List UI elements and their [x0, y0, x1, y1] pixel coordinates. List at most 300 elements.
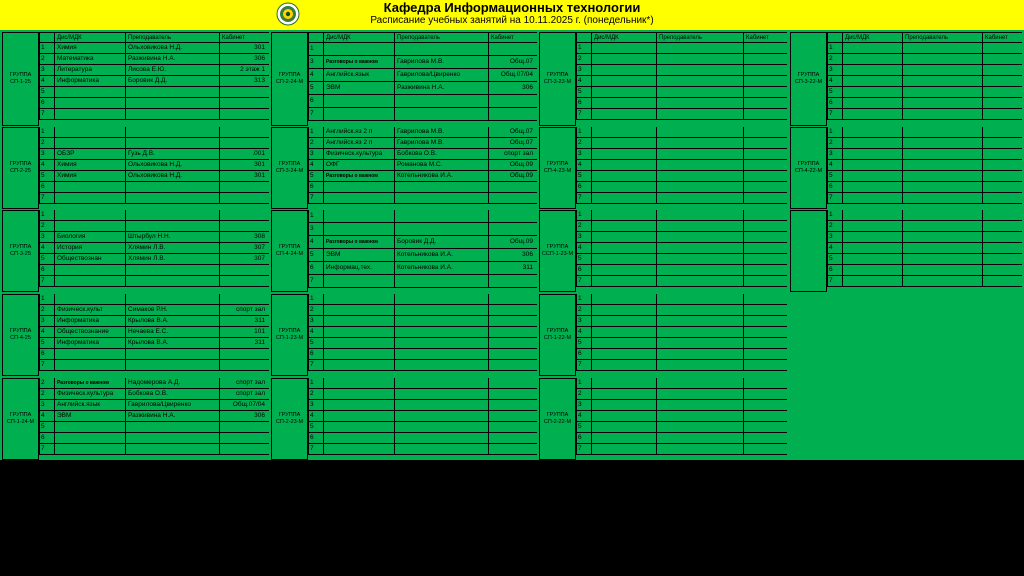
- lesson-number: 5: [576, 338, 591, 349]
- lesson-row: [576, 349, 787, 360]
- lesson-number: 7: [308, 275, 323, 288]
- lesson-number: 7: [827, 193, 842, 204]
- lesson-subject: Информатика: [54, 76, 125, 87]
- lesson-number: 7: [308, 444, 323, 455]
- group-name: ГРУППА СП-3-22-М: [790, 32, 827, 126]
- lesson-number: 3: [576, 316, 591, 327]
- group-name: [790, 210, 827, 292]
- lesson-row: [576, 149, 787, 160]
- lesson-subject: [842, 182, 902, 193]
- lesson-room: [982, 138, 1022, 149]
- lesson-row: [308, 378, 537, 389]
- lesson-room: Общ.07: [488, 56, 537, 69]
- lesson-room: [488, 433, 537, 444]
- lesson-room: 101: [219, 327, 269, 338]
- lesson-row: [576, 160, 787, 171]
- lesson-subject: [323, 193, 394, 204]
- lesson-teacher: [656, 327, 743, 338]
- lesson-row: [308, 294, 537, 305]
- lesson-teacher: Хлямин Л.В.: [125, 254, 219, 265]
- lesson-row: [308, 400, 537, 411]
- lesson-subject: Информатика: [54, 338, 125, 349]
- lesson-row: [576, 422, 787, 433]
- group-block: [2, 127, 269, 209]
- lesson-number: 2: [39, 138, 54, 149]
- lesson-row: [576, 265, 787, 276]
- lesson-room: [743, 254, 787, 265]
- lesson-number: 2: [827, 54, 842, 65]
- lesson-teacher: [394, 378, 488, 389]
- lesson-row: [39, 411, 269, 422]
- lesson-room: [488, 182, 537, 193]
- lesson-room: [743, 149, 787, 160]
- lesson-number: 2: [576, 221, 591, 232]
- lesson-room: спорт зал: [219, 378, 269, 389]
- lesson-subject: ОБЗР: [54, 149, 125, 160]
- lesson-number: 6: [576, 349, 591, 360]
- lesson-row: [308, 236, 537, 249]
- lesson-teacher: Разживина Н.А.: [125, 54, 219, 65]
- lesson-row: [576, 400, 787, 411]
- lesson-row: [39, 254, 269, 265]
- lesson-room: [488, 95, 537, 108]
- lesson-row: [576, 389, 787, 400]
- lesson-teacher: [656, 160, 743, 171]
- lesson-subject: [323, 411, 394, 422]
- lesson-teacher: [394, 95, 488, 108]
- lesson-teacher: [902, 43, 982, 54]
- lesson-teacher: Хлямин Л.В.: [125, 243, 219, 254]
- lesson-row: [576, 433, 787, 444]
- lesson-row: [576, 98, 787, 109]
- lesson-teacher: [902, 76, 982, 87]
- lesson-teacher: [125, 294, 219, 305]
- lesson-room: [488, 360, 537, 371]
- lesson-room: 301: [219, 160, 269, 171]
- lesson-subject: [842, 127, 902, 138]
- lesson-number: 5: [308, 171, 323, 182]
- lesson-number: 1: [576, 210, 591, 221]
- lesson-row: [39, 349, 269, 360]
- lesson-subject: [842, 243, 902, 254]
- lesson-row: [827, 210, 1022, 221]
- lesson-room: [743, 294, 787, 305]
- lesson-room: 307: [219, 243, 269, 254]
- lesson-number: 3: [39, 232, 54, 243]
- lesson-number: 6: [39, 98, 54, 109]
- header-num: [39, 33, 54, 43]
- lesson-subject: Физическ.культура: [54, 389, 125, 400]
- lesson-number: 3: [576, 149, 591, 160]
- lesson-teacher: Лисова Е.Ю.: [125, 65, 219, 76]
- lesson-number: 2: [308, 305, 323, 316]
- lesson-teacher: [125, 210, 219, 221]
- lesson-row: [827, 265, 1022, 276]
- lesson-subject: [591, 254, 656, 265]
- lesson-row: [308, 444, 537, 455]
- lesson-row: [576, 221, 787, 232]
- schedule-grid: [0, 30, 1024, 460]
- lesson-row: [39, 276, 269, 287]
- lesson-number: 7: [308, 193, 323, 204]
- lesson-teacher: Гаврилова/Цвиренко: [394, 69, 488, 82]
- lesson-teacher: [394, 389, 488, 400]
- lesson-teacher: [902, 160, 982, 171]
- lesson-room: Общ.09: [488, 171, 537, 182]
- lesson-subject: [842, 193, 902, 204]
- lesson-subject: [591, 360, 656, 371]
- lesson-teacher: [656, 294, 743, 305]
- lesson-teacher: [902, 65, 982, 76]
- lesson-room: 306: [219, 54, 269, 65]
- lesson-teacher: [656, 338, 743, 349]
- lesson-teacher: [656, 171, 743, 182]
- lesson-subject: ЭВМ: [54, 411, 125, 422]
- lesson-row: [576, 444, 787, 455]
- group-block: [539, 210, 787, 292]
- column-header: [39, 32, 269, 43]
- lesson-subject: Химия: [54, 43, 125, 54]
- lesson-subject: Химия: [54, 171, 125, 182]
- lesson-room: Общ.09: [488, 236, 537, 249]
- lesson-room: [982, 210, 1022, 221]
- lesson-teacher: Боровик Д.Д.: [125, 76, 219, 87]
- lesson-subject: [591, 193, 656, 204]
- lesson-room: [488, 411, 537, 422]
- lesson-subject: [323, 433, 394, 444]
- lesson-row: [39, 232, 269, 243]
- group-block: [271, 32, 537, 126]
- lesson-number: 2: [308, 389, 323, 400]
- lesson-number: 1: [308, 210, 323, 223]
- lesson-subject: [842, 171, 902, 182]
- lesson-room: [743, 338, 787, 349]
- lesson-teacher: [394, 43, 488, 56]
- lesson-row: [39, 109, 269, 120]
- lesson-room: 311: [219, 338, 269, 349]
- lesson-row: [576, 294, 787, 305]
- lesson-teacher: [125, 193, 219, 204]
- lesson-number: 1: [308, 294, 323, 305]
- lesson-number: 2: [576, 54, 591, 65]
- lesson-teacher: Нечаева Е.С.: [125, 327, 219, 338]
- lesson-number: 2: [39, 389, 54, 400]
- lesson-row: [39, 182, 269, 193]
- lesson-row: [308, 327, 537, 338]
- lesson-number: 4: [827, 160, 842, 171]
- lesson-subject: [323, 305, 394, 316]
- lesson-room: [488, 349, 537, 360]
- lesson-number: 5: [39, 338, 54, 349]
- group-block: [790, 127, 1022, 209]
- lesson-room: [982, 254, 1022, 265]
- lesson-number: 7: [39, 360, 54, 371]
- lesson-teacher: [394, 294, 488, 305]
- lesson-row: [576, 76, 787, 87]
- group-block: [271, 294, 537, 376]
- lesson-subject: [591, 127, 656, 138]
- column-header: [827, 32, 1022, 43]
- lesson-teacher: [902, 254, 982, 265]
- lesson-number: 6: [308, 182, 323, 193]
- lesson-row: [308, 275, 537, 288]
- lesson-teacher: Ольховикова Н.Д.: [125, 43, 219, 54]
- lesson-subject: [591, 87, 656, 98]
- lesson-number: 7: [576, 444, 591, 455]
- lesson-row: [308, 360, 537, 371]
- lesson-number: 1: [576, 43, 591, 54]
- lesson-subject: [591, 349, 656, 360]
- group-name: ГРУППА СП-3-23-М: [539, 32, 576, 126]
- lesson-subject: [842, 76, 902, 87]
- header-room: Кабинет: [743, 33, 787, 43]
- lesson-room: [743, 54, 787, 65]
- lesson-room: [488, 275, 537, 288]
- lesson-row: [308, 108, 537, 121]
- lesson-number: 6: [827, 265, 842, 276]
- lesson-room: Общ.07/04: [488, 69, 537, 82]
- lesson-subject: [591, 76, 656, 87]
- lesson-teacher: [902, 193, 982, 204]
- lesson-number: 3: [576, 65, 591, 76]
- lesson-room: [743, 87, 787, 98]
- lesson-row: [308, 193, 537, 204]
- lesson-number: 6: [39, 433, 54, 444]
- lesson-room: [982, 98, 1022, 109]
- lesson-teacher: [656, 98, 743, 109]
- lesson-teacher: Симаков Р.Н.: [125, 305, 219, 316]
- lesson-subject: [54, 87, 125, 98]
- lesson-subject: [323, 378, 394, 389]
- lesson-number: 1: [827, 43, 842, 54]
- lesson-number: 2: [308, 138, 323, 149]
- lesson-number: 7: [308, 360, 323, 371]
- lesson-room: [488, 43, 537, 56]
- lesson-row: [308, 82, 537, 95]
- lesson-number: 4: [39, 327, 54, 338]
- lesson-number: 1: [576, 127, 591, 138]
- lesson-subject: [842, 276, 902, 287]
- lesson-teacher: [656, 76, 743, 87]
- lesson-teacher: Котельникова И.А.: [394, 262, 488, 275]
- lesson-number: 4: [39, 411, 54, 422]
- lesson-subject: [323, 349, 394, 360]
- lesson-room: [743, 160, 787, 171]
- lesson-number: 3: [576, 232, 591, 243]
- lesson-number: 4: [308, 327, 323, 338]
- group-name: ГРУППА СП-3-24-М: [271, 127, 308, 209]
- lesson-number: 3: [308, 400, 323, 411]
- lesson-subject: [591, 65, 656, 76]
- lesson-row: [576, 182, 787, 193]
- lesson-number: 1: [308, 378, 323, 389]
- lesson-number: 5: [39, 87, 54, 98]
- lesson-row: [576, 171, 787, 182]
- lesson-subject: [591, 422, 656, 433]
- group-name: ГРУППА СП-1-25: [2, 32, 39, 126]
- lesson-teacher: Ольховикова Н.Д.: [125, 160, 219, 171]
- lesson-teacher: [656, 65, 743, 76]
- lesson-subject: [591, 54, 656, 65]
- column-header: [576, 32, 787, 43]
- lesson-room: [743, 411, 787, 422]
- lesson-subject: [323, 275, 394, 288]
- lesson-subject: [54, 349, 125, 360]
- lesson-room: [488, 327, 537, 338]
- lesson-subject: [591, 182, 656, 193]
- lesson-subject: [54, 265, 125, 276]
- lesson-room: [219, 265, 269, 276]
- lesson-number: 3: [39, 149, 54, 160]
- lesson-room: 2 этаж 1: [219, 65, 269, 76]
- lesson-teacher: [656, 378, 743, 389]
- lesson-row: [39, 76, 269, 87]
- lesson-number: 3: [308, 149, 323, 160]
- lesson-room: .001: [219, 149, 269, 160]
- lesson-number: 5: [39, 254, 54, 265]
- lesson-row: [39, 400, 269, 411]
- lesson-teacher: Котельникова И.А.: [394, 171, 488, 182]
- lesson-subject: Разговоры о важном: [323, 56, 394, 69]
- lesson-room: [982, 171, 1022, 182]
- lesson-row: [827, 171, 1022, 182]
- lesson-row: [576, 232, 787, 243]
- lesson-row: [576, 360, 787, 371]
- lesson-number: 6: [576, 182, 591, 193]
- lesson-subject: [591, 276, 656, 287]
- lesson-room: [743, 98, 787, 109]
- lesson-room: 306: [488, 82, 537, 95]
- lesson-room: [982, 65, 1022, 76]
- lesson-subject: [323, 95, 394, 108]
- lesson-room: [743, 327, 787, 338]
- lesson-subject: [323, 223, 394, 236]
- lesson-teacher: [125, 221, 219, 232]
- lesson-subject: [54, 98, 125, 109]
- lesson-number: 6: [308, 433, 323, 444]
- lesson-number: 7: [39, 276, 54, 287]
- lesson-room: [982, 193, 1022, 204]
- group-name: ГРУППА СП-4-24-М: [271, 210, 308, 292]
- lesson-row: [308, 138, 537, 149]
- lesson-subject: [54, 109, 125, 120]
- lesson-row: [308, 149, 537, 160]
- lesson-row: [308, 349, 537, 360]
- lesson-room: [743, 171, 787, 182]
- lesson-subject: Физическ.культ: [54, 305, 125, 316]
- lesson-room: [743, 422, 787, 433]
- lesson-teacher: [902, 210, 982, 221]
- group-name: ГРУППА СП-1-24-М: [2, 378, 39, 460]
- lesson-teacher: [394, 305, 488, 316]
- lesson-teacher: [902, 98, 982, 109]
- lesson-subject: Физическ.культура: [323, 149, 394, 160]
- lesson-subject: [323, 43, 394, 56]
- lesson-teacher: [656, 243, 743, 254]
- lesson-room: [743, 65, 787, 76]
- lesson-subject: [591, 221, 656, 232]
- lesson-subject: [842, 138, 902, 149]
- lesson-subject: [591, 98, 656, 109]
- lesson-teacher: [394, 316, 488, 327]
- lesson-number: 3: [308, 316, 323, 327]
- page-subtitle: Расписание учебных занятий на 10.11.2025 г. (понедельник*): [370, 15, 654, 26]
- lesson-row: [576, 378, 787, 389]
- lesson-number: 2: [39, 221, 54, 232]
- group-name: ГРУППА СП-2-22-М: [539, 378, 576, 460]
- lesson-number: 2: [827, 221, 842, 232]
- lesson-teacher: [656, 316, 743, 327]
- lesson-room: [488, 400, 537, 411]
- lesson-row: [39, 316, 269, 327]
- lesson-number: 4: [827, 243, 842, 254]
- lesson-subject: История: [54, 243, 125, 254]
- lesson-teacher: [394, 338, 488, 349]
- lesson-number: 4: [308, 69, 323, 82]
- lesson-room: [982, 54, 1022, 65]
- lesson-row: [827, 276, 1022, 287]
- lesson-row: [576, 65, 787, 76]
- lesson-subject: [54, 276, 125, 287]
- group-block: [271, 127, 537, 209]
- lesson-subject: [591, 138, 656, 149]
- lesson-subject: [842, 87, 902, 98]
- lesson-room: Общ.07/04: [219, 400, 269, 411]
- group-block: [2, 210, 269, 292]
- header-num: [576, 33, 591, 43]
- lesson-subject: [54, 127, 125, 138]
- lesson-row: [827, 43, 1022, 54]
- lesson-room: Общ.07: [488, 127, 537, 138]
- lesson-teacher: Гаврилова/Цвиренко: [125, 400, 219, 411]
- lesson-room: спорт зал: [488, 149, 537, 160]
- lesson-room: [982, 243, 1022, 254]
- lesson-subject: [591, 43, 656, 54]
- lesson-teacher: Гаврилова М.В.: [394, 56, 488, 69]
- lesson-row: [39, 127, 269, 138]
- lesson-teacher: [656, 400, 743, 411]
- lesson-row: [39, 338, 269, 349]
- lesson-teacher: Крылова В.А.: [125, 316, 219, 327]
- header-num: [308, 33, 323, 43]
- lesson-number: 5: [308, 338, 323, 349]
- lesson-teacher: [902, 87, 982, 98]
- lesson-teacher: [656, 433, 743, 444]
- lesson-room: Общ.07: [488, 138, 537, 149]
- lesson-room: [488, 223, 537, 236]
- lesson-number: 6: [576, 433, 591, 444]
- lesson-row: [308, 160, 537, 171]
- lesson-row: [576, 338, 787, 349]
- lesson-row: [39, 210, 269, 221]
- lesson-teacher: [656, 349, 743, 360]
- lesson-subject: [842, 265, 902, 276]
- lesson-subject: [323, 422, 394, 433]
- lesson-row: [39, 444, 269, 455]
- lesson-number: 1: [39, 43, 54, 54]
- lesson-room: [219, 221, 269, 232]
- lesson-row: [576, 243, 787, 254]
- lesson-teacher: [656, 43, 743, 54]
- lesson-number: 4: [308, 411, 323, 422]
- lesson-row: [39, 171, 269, 182]
- lesson-number: 1: [308, 43, 323, 56]
- lesson-room: спорт зал: [219, 389, 269, 400]
- lesson-number: 3: [39, 65, 54, 76]
- header-subject: Дис/МДК: [842, 33, 902, 43]
- lesson-row: [308, 422, 537, 433]
- lesson-subject: [591, 400, 656, 411]
